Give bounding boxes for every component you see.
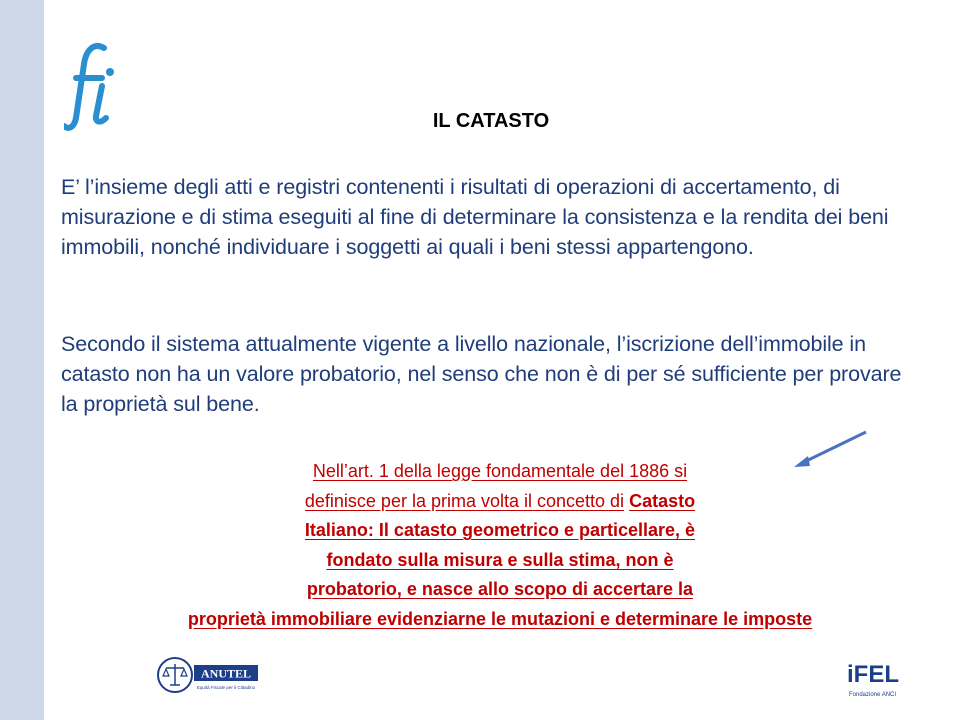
note-line-2-bold: Catasto: [629, 490, 696, 511]
svg-text:Fondazione ANCI: Fondazione ANCI: [849, 692, 897, 698]
ifel-logo: [845, 654, 899, 700]
paragraph-system: Secondo il sistema attualmente vigente a livello nazionale, l’iscrizione dell’immobile in catasto non ha un valore probatorio, nel senso che non è di per sé sufficiente per provare la proprietà sul bene.: [61, 332, 902, 416]
anutel-logo: [156, 655, 260, 695]
svg-text:iFEL: iFEL: [847, 661, 899, 688]
note-line-1: Nell’art. 1 della legge fondamentale del 1886 si: [312, 461, 688, 481]
paragraph-definition: E’ l’insieme degli atti e registri contenenti i risultati di operazioni di accertamento, di misurazione e di stima eseguiti al fine di determinare la consistenza e la rendita dei beni immobili, nonché individuare i soggetti ai quali i beni stessi appartengono.: [61, 175, 889, 259]
side-bar: [0, 0, 44, 720]
note-line-3: Italiano: Il catasto geometrico e particellare, è: [304, 520, 696, 540]
note-line-5: probatorio, e nasce allo scopo di accertare la: [306, 579, 694, 599]
svg-text:Equità Fiscale per il Cittadin: Equità Fiscale per il Cittadino: [196, 685, 256, 690]
page-title: IL CATASTO: [432, 110, 550, 132]
svg-text:ANUTEL: ANUTEL: [200, 666, 252, 681]
catasto-note: [40, 457, 960, 634]
note-line-4: fondato sulla misura e sulla stima, non è: [326, 549, 674, 570]
note-line-6: proprietà immobiliare evidenziarne le mutazioni e determinare le imposte: [187, 608, 813, 629]
note-line-2: definisce per la prima volta il concetto di: [304, 490, 625, 511]
